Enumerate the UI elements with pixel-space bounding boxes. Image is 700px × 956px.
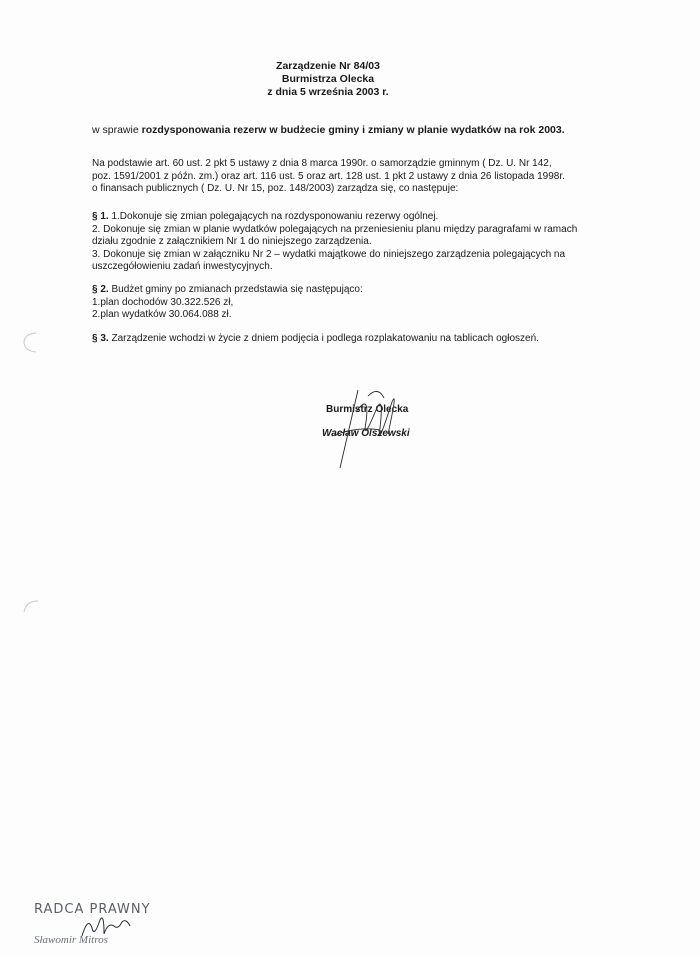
legal-basis-line: poz. 1591/2001 z późn. zm.) oraz art. 116 ust. 5 oraz art. 128 ust. 1 pkt 2 ustawy z dnia 26 listopada 1998r. xyxy=(92,170,565,182)
section-1-line xyxy=(92,211,632,224)
section-3-line xyxy=(92,333,632,346)
section-3-text: Zarządzenie wchodzi w życie z dniem podjęcia i podlega rozplakatowaniu na tablicach ogłoszeń. xyxy=(108,333,539,344)
section-1-line: 3. Dokonuje się zmian w załączniku Nr 2 – wydatki majątkowe do niniejszego zarządzenia polegających na xyxy=(92,248,566,260)
section-1-line: działu zgodnie z załącznikiem Nr 1 do niniejszego zarządzenia. xyxy=(92,236,372,247)
subject-prefix: w sprawie xyxy=(92,124,142,136)
subject-text: rozdysponowania rezerw w budżecie gminy i zmiany w planie wydatków na rok 2003. xyxy=(141,124,565,136)
signatory-title: Burmistrz Olecka xyxy=(326,404,409,415)
issue-date: z dnia 5 września 2003 r. xyxy=(267,86,389,98)
signatory-name: Wacław Olszewski xyxy=(322,428,410,439)
section-2-line xyxy=(92,284,632,297)
section-1-line: 2. Dokonuje się zmian w planie wydatków polegających na przeniesieniu planu między paragrafami w ramach xyxy=(92,223,578,235)
section-1 xyxy=(92,211,632,274)
stamp-title: RADCA PRAWNY xyxy=(34,902,151,917)
revenue-plan: 1.plan dochodów 30.322.526 zł, xyxy=(92,296,234,308)
section-1-mark: § 1. xyxy=(92,211,109,222)
issuer: Burmistrza Olecka xyxy=(281,73,375,85)
section-2-text: Budżet gminy po zmianach przedstawia się następująco: xyxy=(108,284,363,295)
legal-advisor-stamp xyxy=(34,902,194,956)
section-2-mark: § 2. xyxy=(92,284,109,295)
handwritten-signature xyxy=(318,382,418,472)
section-2 xyxy=(92,284,632,322)
legal-basis xyxy=(92,158,632,196)
legal-basis-line: o finansach publicznych ( Dz. U. Nr 15, poz. 148/2003) zarządza się, co następuje: xyxy=(92,183,459,194)
section-1-text: 1.Dokonuje się zmian polegających na rozdysponowaniu rezerwy ogólnej. xyxy=(108,211,439,222)
expense-plan: 2.plan wydatków 30.064.088 zł. xyxy=(92,309,232,320)
legal-basis-line: Na podstawie art. 60 ust. 2 pkt 5 ustawy z dnia 8 marca 1990r. o samorządzie gminnym ( Dz. U. Nr 142, xyxy=(92,158,552,169)
section-3-mark: § 3. xyxy=(92,333,109,344)
punch-hole-mark xyxy=(20,330,44,354)
ordinance-number: Zarządzenie Nr 84/03 xyxy=(276,60,380,72)
document-header xyxy=(0,60,656,99)
punch-hole-mark xyxy=(20,598,44,622)
subject-line xyxy=(92,124,565,136)
stamp-name: Sławomir Mitros xyxy=(34,934,108,946)
section-3 xyxy=(92,333,632,346)
section-1-line: uszczegółowieniu zadań inwestycyjnych. xyxy=(92,261,273,272)
